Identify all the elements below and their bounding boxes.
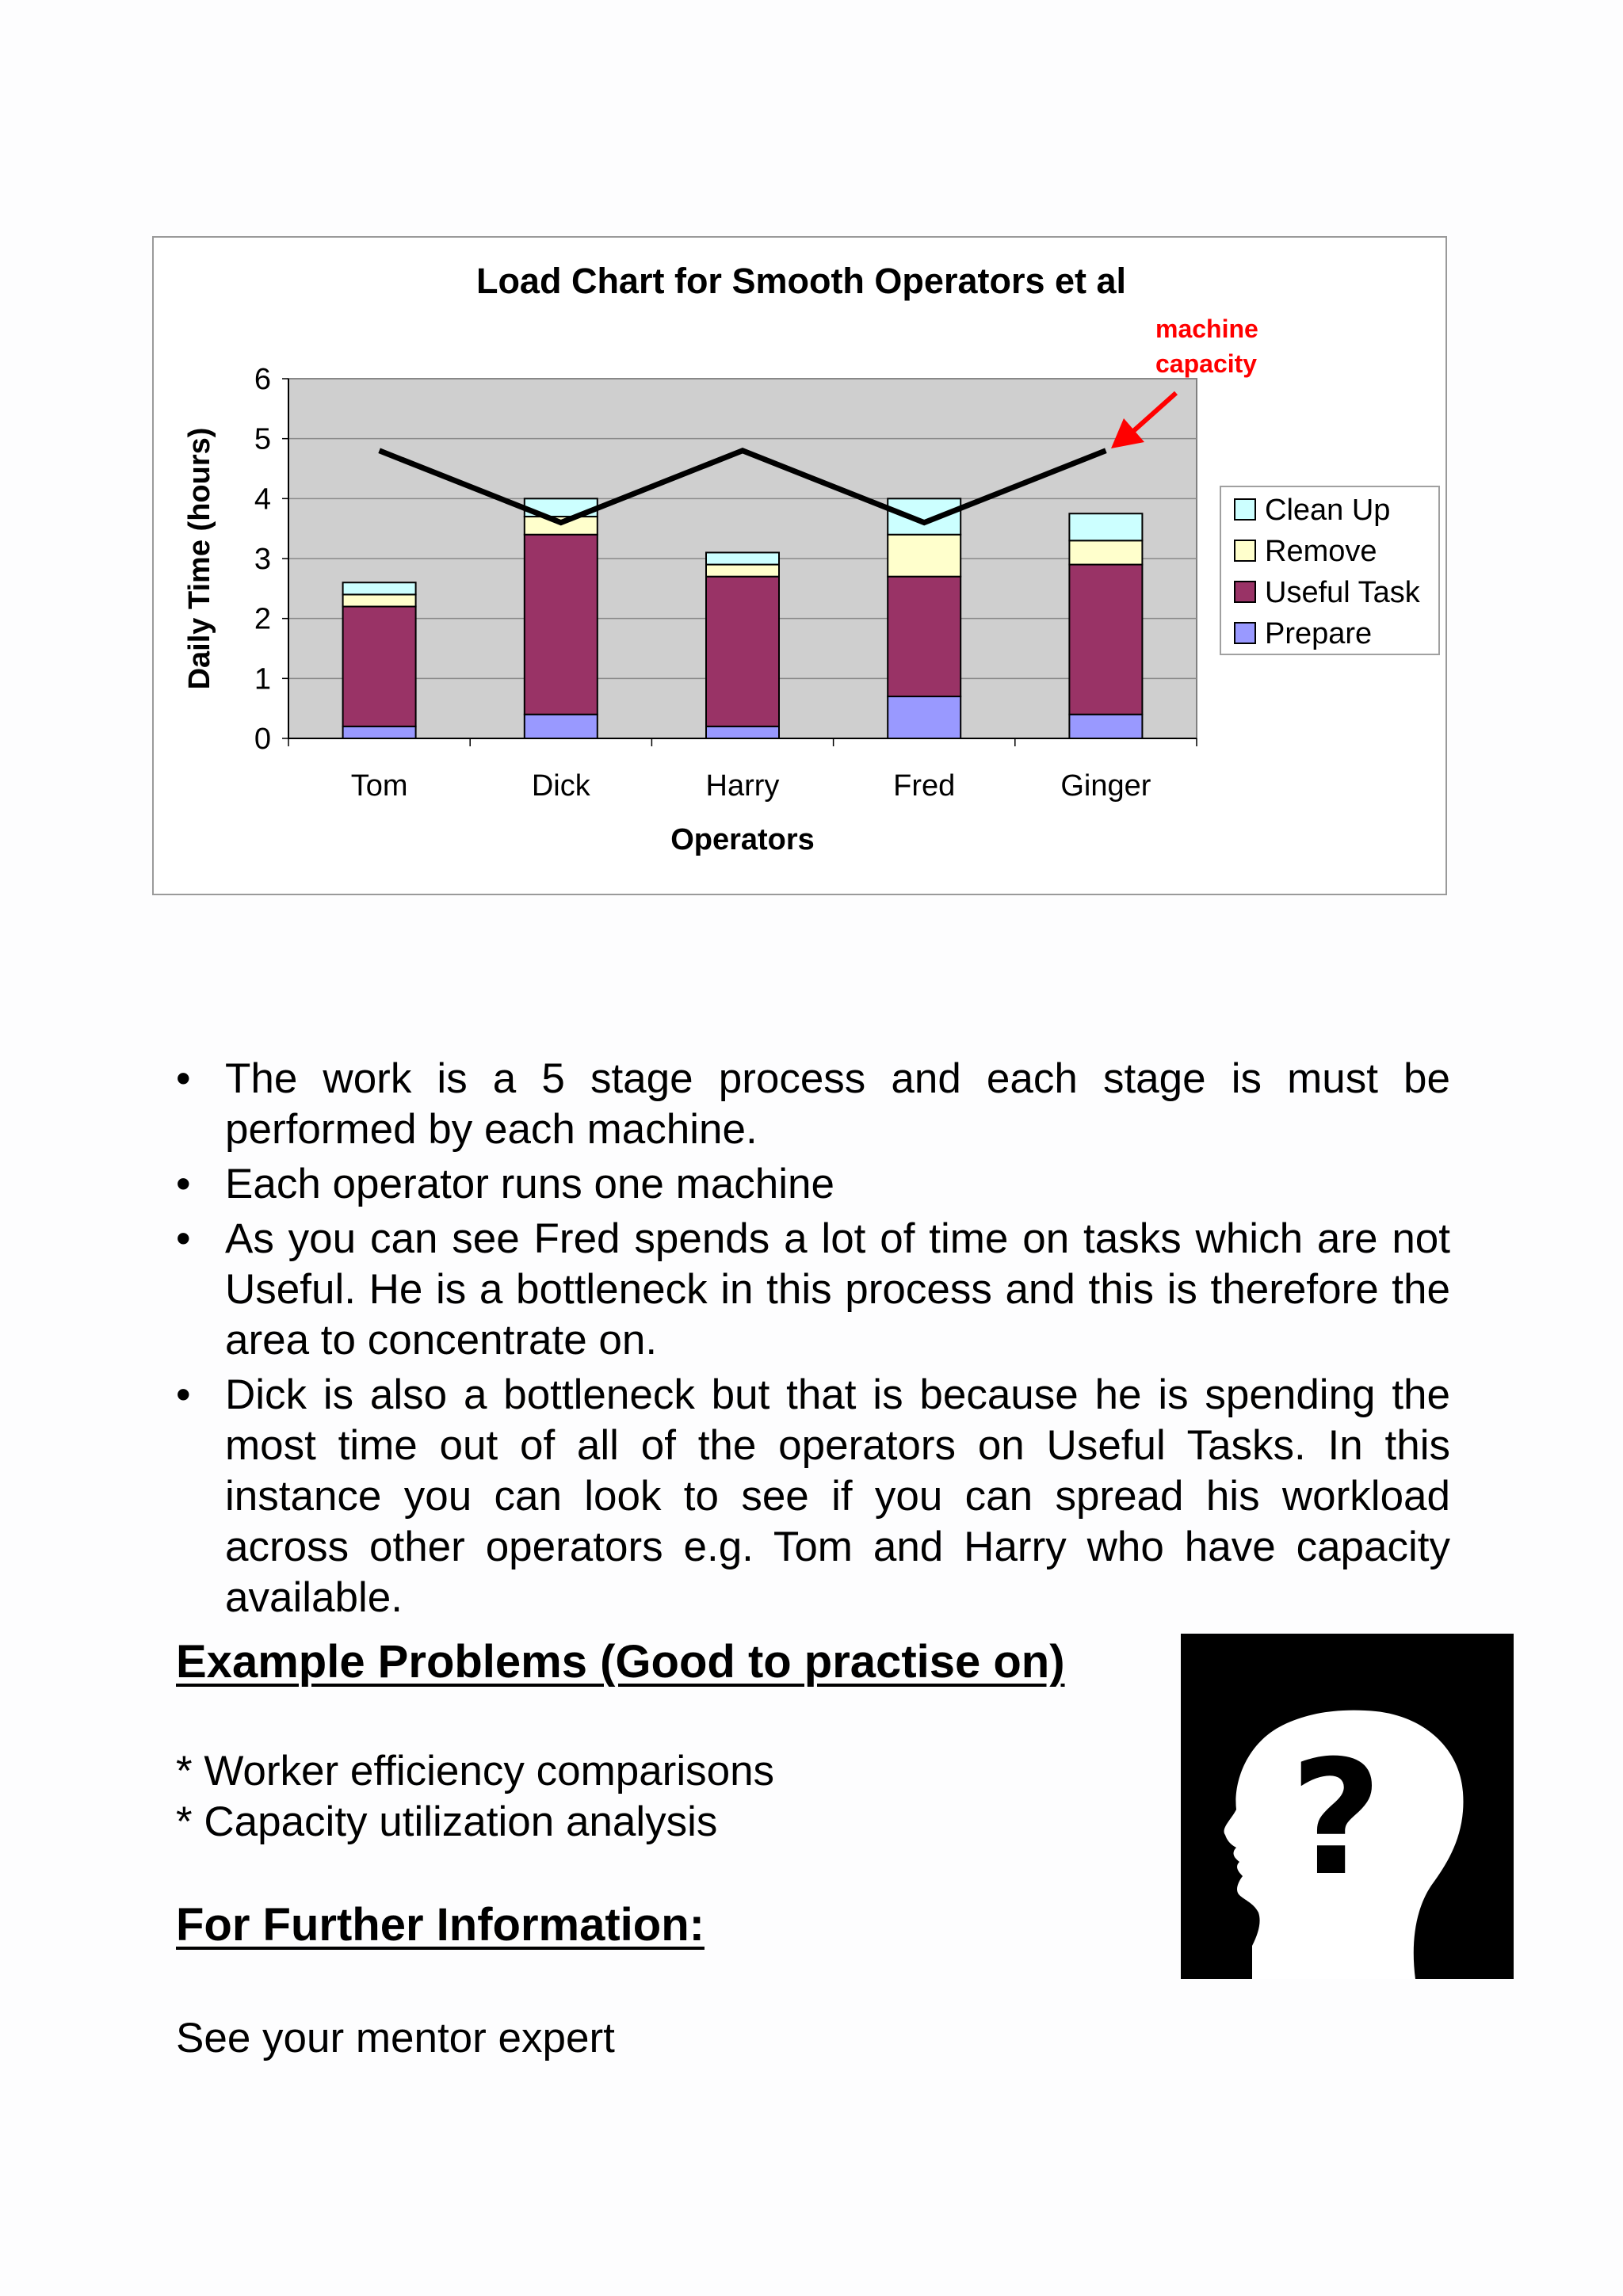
legend-swatch [1235,499,1255,520]
bullet-item: • Each operator runs one machine [176,1159,1450,1210]
bar-segment [888,696,960,738]
y-tick-label: 6 [254,363,271,396]
legend-label: Clean Up [1265,494,1391,527]
chart-title: Load Chart for Smooth Operators et al [475,261,1127,301]
question-mark-glyph: ? [1289,1726,1383,1911]
examples-heading: Example Problems (Good to practise on) [176,1636,1065,1688]
x-tick-label: Fred [893,769,956,803]
bar-segment [343,727,416,738]
bullet-item: • As you can see Fred spends a lot of time on tasks which are not Useful. He is a bottleneck in this process and this is therefore the area to concentrate on. [176,1214,1450,1366]
legend-label: Remove [1265,535,1377,568]
x-tick-label: Dick [531,769,590,803]
bar-segment [525,715,598,738]
load-chart [154,238,1449,897]
bar-segment [706,577,779,727]
y-tick-label: 5 [254,422,271,456]
further-info-heading: For Further Information: [176,1899,705,1951]
examples-list [176,1746,774,1848]
bullet-item: • Dick is also a bottleneck but that is because he is spending the most time out of all of the operators on Useful Tasks. In this instance you can look to see if you can spread his workload across other operators e.g. Tom and Harry who have capacity available. [176,1370,1450,1623]
bar-segment [1069,513,1142,540]
bar-segment [1069,565,1142,715]
bar-segment [706,727,779,738]
example-item: * Worker efficiency comparisons [176,1748,775,1794]
head-question-icon [1181,1634,1514,1979]
bar-segment [706,552,779,564]
bullet-item: • The work is a 5 stage process and each stage is must be performed by each machine. [176,1054,1450,1155]
bar-segment [343,607,416,727]
bar-segment [1069,540,1142,564]
x-axis-title: Operators [670,823,815,856]
y-tick-label: 4 [254,482,271,517]
x-tick-label: Harry [705,769,780,803]
legend-swatch [1235,540,1255,561]
example-item: * Capacity utilization analysis [176,1798,718,1845]
legend-swatch [1235,623,1255,643]
legend-label: Useful Task [1265,576,1420,609]
x-tick-label: Ginger [1060,769,1151,803]
chart-frame [152,236,1447,895]
y-tick-label: 2 [254,602,271,636]
bar-segment [525,517,598,535]
bar-segment [343,582,416,594]
x-tick-label: Tom [350,769,408,803]
annotation-label: capacity [1155,349,1258,378]
bullet-list [176,1054,1450,1627]
bar-segment [706,565,779,577]
bar-segment [888,577,960,696]
y-tick-label: 0 [254,723,271,756]
legend-label: Prepare [1265,617,1373,650]
annotation-label: machine [1155,315,1258,343]
y-tick-label: 3 [254,543,271,576]
bar-segment [525,535,598,715]
further-info-text: See your mentor expert [176,2015,615,2061]
legend-swatch [1235,582,1255,602]
bar-segment [1069,715,1142,738]
y-axis-title: Daily Time (hours) [183,427,216,690]
y-tick-label: 1 [254,662,271,696]
bar-segment [888,535,960,577]
bar-segment [343,594,416,606]
bar-segment [888,498,960,534]
